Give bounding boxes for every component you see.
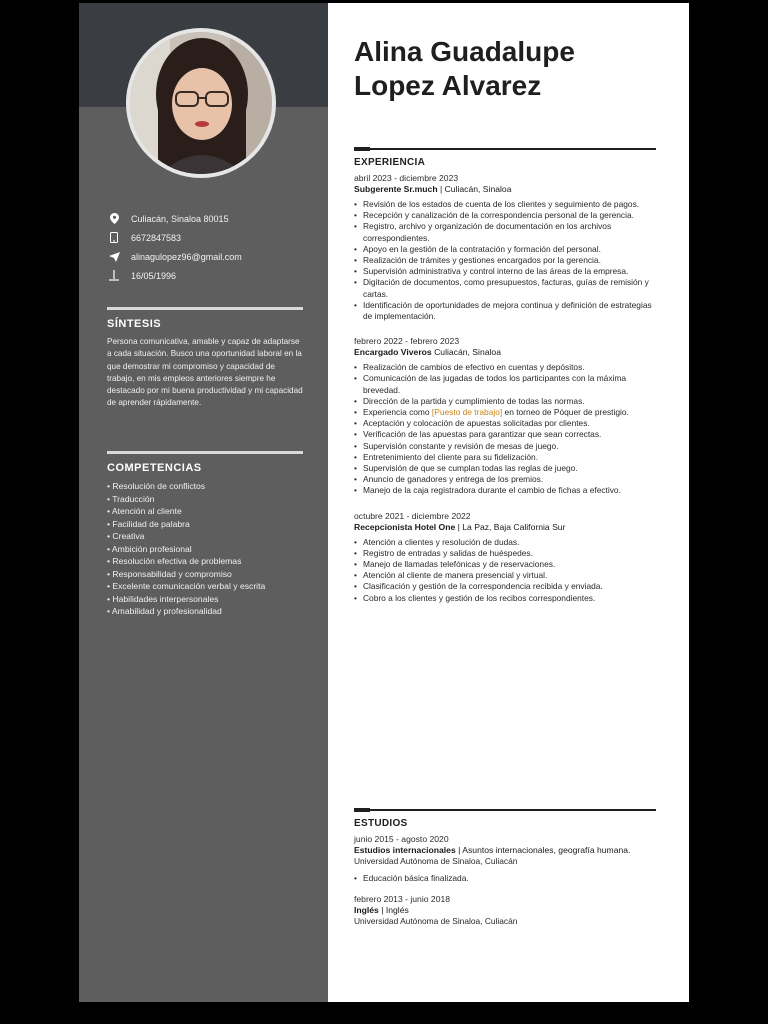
job-bullets xyxy=(354,537,656,604)
job-role: Recepcionista Hotel One xyxy=(354,521,456,532)
study-degree: Estudios internacionales xyxy=(354,845,456,855)
job-title xyxy=(354,347,656,358)
study-title xyxy=(354,845,656,856)
job-entry xyxy=(354,173,656,322)
job-bullets xyxy=(354,362,656,496)
sidebar xyxy=(79,3,328,1002)
competencias-list xyxy=(107,480,303,618)
list-item: • Aceptación y colocación de apuestas solicitadas por clientes. xyxy=(354,418,656,429)
list-item: • Amabilidad y profesionalidad xyxy=(107,605,303,618)
contact-birthdate xyxy=(107,266,307,285)
sintesis-title: SÍNTESIS xyxy=(107,318,162,330)
study-dates: febrero 2013 - junio 2018 xyxy=(354,894,451,905)
list-item: • Manejo de llamadas telefónicas y de reservaciones. xyxy=(354,559,656,570)
study-bullets xyxy=(354,873,656,884)
list-item: • Revisión de los estados de cuenta de los clientes y seguimiento de pagos. xyxy=(354,199,656,210)
list-item: • Resolución de conflictos xyxy=(107,480,303,493)
list-item: • Digitación de documentos, como presupuestos, facturas, guías de remisión y cartas. xyxy=(354,277,656,299)
list-item: • Atención al cliente de manera presencial y virtual. xyxy=(354,570,656,581)
job-role: Subgerente Sr.much xyxy=(354,184,438,194)
list-item: • Atención al cliente xyxy=(107,505,303,518)
experiencia-title: EXPERIENCIA xyxy=(354,157,426,168)
list-item: • Creativa xyxy=(107,530,303,543)
contact-address-text: Culiacán, Sinaloa 80015 xyxy=(131,213,229,224)
list-item xyxy=(354,407,656,418)
placeholder-highlight: [Puesto de trabajo] xyxy=(431,407,503,418)
job-dates: octubre 2021 - diciembre 2022 xyxy=(354,510,471,521)
study-school: Universidad Autónoma de Sinaloa, Culiacán xyxy=(354,856,518,866)
contact-phone-text: 6672847583 xyxy=(131,232,182,243)
experiencia-section xyxy=(354,148,656,618)
section-rule xyxy=(107,451,303,454)
list-item: • Registro, archivo y organización de documentación en los archivos correspondientes. xyxy=(354,221,656,243)
study-title xyxy=(354,905,656,916)
list-item: • Clasificación y gestión de la correspondencia recibida y enviada. xyxy=(354,581,656,592)
study-detail: | Inglés xyxy=(381,905,409,916)
send-icon xyxy=(107,251,121,263)
list-item: • Anuncio de ganadores y entrega de los premios. xyxy=(354,474,656,485)
job-role: Encargado Viveros xyxy=(354,347,432,358)
list-item: • Recepción y canalización de la correspondencia personal de la gerencia. xyxy=(354,210,656,221)
list-item: • Ambición profesional xyxy=(107,543,303,556)
list-item: • Excelente comunicación verbal y escrita xyxy=(107,580,303,593)
study-degree: Inglés xyxy=(354,905,379,916)
list-item: • Traducción xyxy=(107,493,303,506)
study-dates: junio 2015 - agosto 2020 xyxy=(354,834,449,844)
job-entry xyxy=(354,511,656,604)
list-item: • Verificación de las apuestas para garantizar que sean correctas. xyxy=(354,429,656,440)
profile-photo xyxy=(126,28,276,178)
list-item: • Educación básica finalizada. xyxy=(354,873,656,884)
contact-email-text[interactable]: alinagulopez96@gmail.com xyxy=(131,251,242,262)
job-place: Culiacán, Sinaloa xyxy=(434,347,501,358)
estudios-title: ESTUDIOS xyxy=(354,818,408,829)
study-entry xyxy=(354,894,656,927)
list-item: • Dirección de la partida y cumplimiento de todas las normas. xyxy=(354,396,656,407)
list-item: • Responsabilidad y compromiso xyxy=(107,568,303,581)
section-rule xyxy=(354,148,656,150)
bottom-border xyxy=(79,1002,689,1012)
competencias-title: COMPETENCIAS xyxy=(107,462,202,474)
exp-text-post: en torneo de Póquer de prestigio. xyxy=(502,407,629,418)
competencias-section xyxy=(107,451,303,618)
list-item: • Comunicación de las jugadas de todos los participantes con la máxima brevedad. xyxy=(354,373,656,395)
estudios-section xyxy=(354,809,656,942)
candidate-name: Alina Guadalupe Lopez Alvarez xyxy=(354,36,575,101)
list-item: • Realización de cambios de efectivo en cuentas y depósitos. xyxy=(354,362,656,373)
job-dates: abril 2023 - diciembre 2023 xyxy=(354,173,459,183)
job-place: | Culiacán, Sinaloa xyxy=(439,184,512,194)
job-title xyxy=(354,184,656,195)
study-detail: | Asuntos internacionales, geografía humana. xyxy=(458,845,631,855)
study-entry xyxy=(354,834,656,884)
contact-list xyxy=(107,209,307,285)
job-title xyxy=(354,522,656,533)
list-item: • Manejo de la caja registradora durante el cambio de fichas a efectivo. xyxy=(354,485,656,496)
list-item: • Entretenimiento del cliente para su fidelización. xyxy=(354,452,656,463)
list-item: • Registro de entradas y salidas de huéspedes. xyxy=(354,548,656,559)
job-entry xyxy=(354,336,656,496)
list-item: • Habilidades interpersonales xyxy=(107,593,303,606)
list-item: • Supervisión constante y revisión de mesas de juego. xyxy=(354,441,656,452)
calendar-icon xyxy=(107,270,121,282)
list-item: • Realización de trámites y gestiones encargados por la gerencia. xyxy=(354,255,656,266)
list-item: • Apoyo en la gestión de la contratación y formación del personal. xyxy=(354,244,656,255)
job-dates: febrero 2022 - febrero 2023 xyxy=(354,336,460,347)
contact-birthdate-text: 16/05/1996 xyxy=(131,270,177,281)
list-item: • Resolución efectiva de problemas xyxy=(107,555,303,568)
exp-text-pre: Experiencia como xyxy=(363,407,432,418)
sintesis-text: Persona comunicativa, amable y capaz de adaptarse a cada situación. Busco una oportunidad laboral en la que demostrar mi compromiso y capacidad de trabajo, en mis empleos anteriores siempre he destacado por mi buena productividad y mi capacidad de aprender rápidamente. xyxy=(107,337,303,408)
location-pin-icon xyxy=(107,213,121,225)
contact-phone xyxy=(107,228,307,247)
list-item: • Identificación de oportunidades de mejora continua y definición de estrategias de implementación. xyxy=(354,300,656,322)
job-place: | La Paz, Baja California Sur xyxy=(457,521,566,532)
job-bullets xyxy=(354,199,656,322)
list-item: • Cobro a los clientes y gestión de los recibos correspondientes. xyxy=(354,593,656,604)
list-item: • Atención a clientes y resolución de dudas. xyxy=(354,537,656,548)
study-school: Universidad Autónoma de Sinaloa, Culiacán xyxy=(354,916,518,927)
list-item: • Supervisión administrativa y control interno de las áreas de la empresa. xyxy=(354,266,656,277)
contact-address xyxy=(107,209,307,228)
section-rule xyxy=(354,809,656,811)
contact-email[interactable] xyxy=(107,247,307,266)
resume-page xyxy=(79,0,689,1012)
list-item: • Facilidad de palabra xyxy=(107,518,303,531)
phone-icon xyxy=(107,232,121,244)
section-rule xyxy=(107,307,303,310)
sintesis-section xyxy=(107,307,303,410)
list-item: • Supervisión de que se cumplan todas las reglas de juego. xyxy=(354,463,656,474)
